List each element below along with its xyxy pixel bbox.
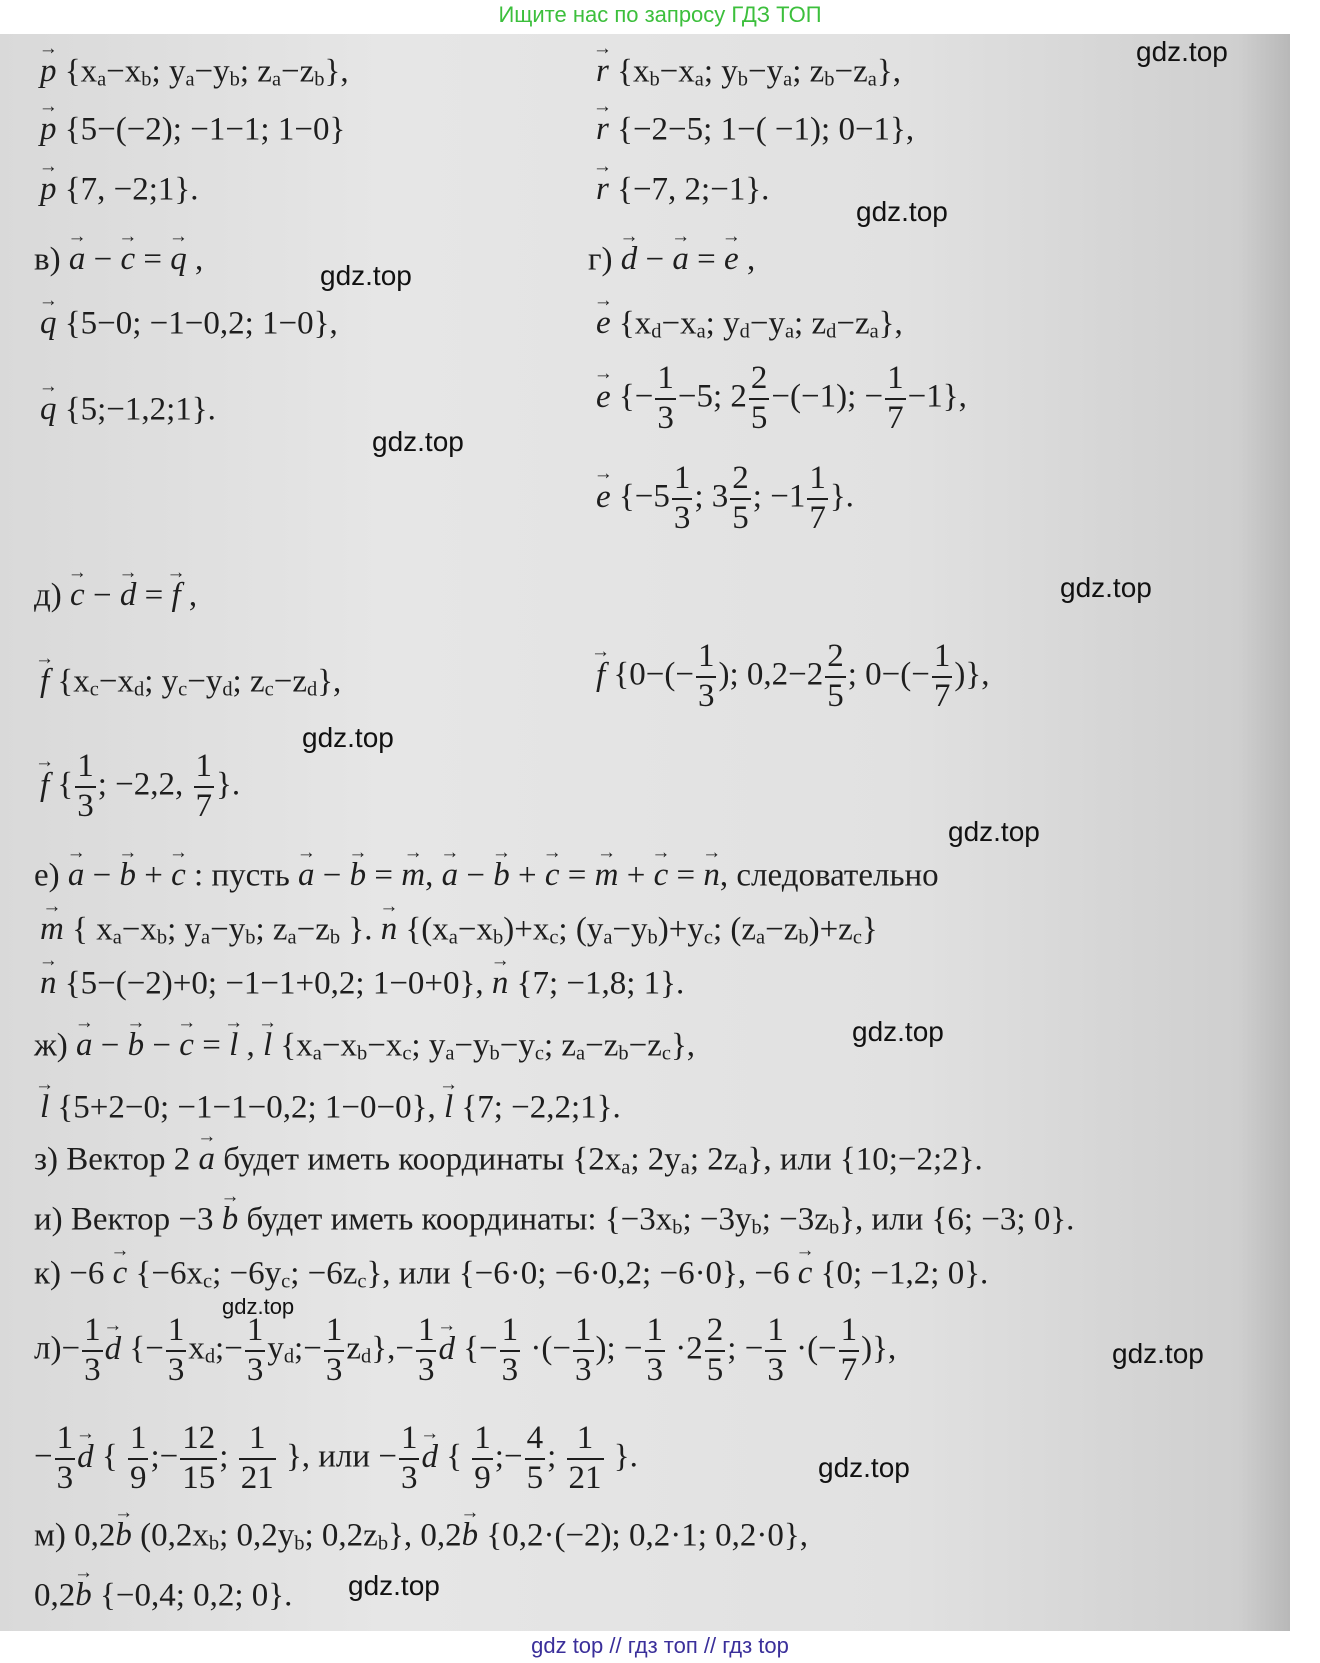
line-v-header: в) → a − → c = → q ,	[34, 236, 203, 279]
line-m-result: 0,2→ b {−0,4; 0,2; 0}.	[34, 1572, 292, 1615]
line-l-subst: л)− $\frac{1}{3}$ → d {− $\frac{1}{3}$ $x_d;-$ $\frac{1}{3}$ $y_d;-$ $\frac{1}{3}$ $z_d\},-$ $\frac{1}{3}$ → d {− $\frac{1}{3}$ ·(− $\frac{1}{3}$ ); − $\frac{1}{3}$ ·2 $\frac{2}{5}$ ; − $\frac{1}{3}$ ·(− $\frac{1}{7}$ )},	[34, 1312, 896, 1390]
line-f-formula: → f {$x_c-x_d$; $y_c-y_d$; $z_c-z_d$},	[40, 658, 341, 701]
line-f-result: → f { $\frac{1}{3}$ ; −2,2, $\frac{1}{7}$ }.	[40, 748, 240, 826]
watermark: gdz.top	[1112, 1338, 1204, 1369]
line-p-result: → p {7, −2;1}.	[40, 166, 198, 209]
watermark: gdz.top	[372, 426, 464, 457]
watermark: gdz.top	[320, 260, 412, 291]
line-e-subst: → e {− $\frac{1}{3}$ −5; 2 $\frac{2}{5}$ −(−1); − $\frac{1}{7}$ −1},	[596, 360, 967, 438]
watermark: gdz.top	[222, 1294, 295, 1319]
line-g-header: г) → d − → a = → e ,	[588, 236, 755, 279]
watermark: gdz.top	[348, 1570, 440, 1601]
line-n-result: → n {5−(−2)+0; −1−1+0,2; 1−0+0}, → n {7; −1,8; 1}.	[40, 960, 684, 1003]
page-edge	[1290, 34, 1320, 1631]
line-l-result: → l {5+2−0; −1−1−0,2; 1−0−0}, → l {7; −2,2;1}.	[40, 1084, 621, 1127]
watermark: gdz.top	[856, 196, 948, 227]
line-q-subst: → q {5−0; −1−0,2; 1−0},	[40, 300, 338, 343]
line-m-n: → m { $x_a-x_b$; $y_a-y_b$; $z_a-z_b$ }. → n {$(x_a-x_b)+x_c$; $(y_a-y_b)+y_c$; $(z_a-z_b)+z_c$}	[40, 906, 878, 949]
line-r-result: → r {−7, 2;−1}.	[596, 166, 769, 209]
line-z: з) Вектор 2 → a будет иметь координаты {$2x_a$; $2y_a$; $2z_a$}, или {10;−2;2}.	[34, 1136, 983, 1179]
line-e-result: → e {−5 $\frac{1}{3}$ ; 3 $\frac{2}{5}$ ; −1 $\frac{1}{7}$ }.	[596, 460, 854, 538]
watermark: gdz.top	[1136, 36, 1228, 67]
line-p-formula: → p {$x_a-x_b$; $y_a-y_b$; $z_a-z_b$},	[40, 48, 349, 91]
watermark: gdz.top	[852, 1016, 944, 1047]
line-p-subst: → p {5−(−2); −1−1; 1−0}	[40, 106, 345, 149]
watermark: gdz.top	[1060, 572, 1152, 603]
promo-banner[interactable]: Ищите нас по запросу ГДЗ ТОП	[498, 2, 822, 27]
line-k: к) −6 → c {$-6x_c$; $-6y_c$; $-6z_c$}, или {−6·0; −6·0,2; −6·0}, −6 → c {0; −1,2; 0}.	[34, 1250, 988, 1293]
watermark: gdz.top	[818, 1452, 910, 1483]
line-zh-header: ж) → a − → b − → c = → l , → l {$x_a-x_b-x_c$; $y_a-y_b-y_c$; $z_a-z_b-z_c$},	[34, 1022, 695, 1065]
line-e-header: е) → a − → b + → c : пусть → a − → b = → m, → a − → b + → c = → m + → c = → n, следовательно	[34, 852, 939, 895]
line-r-subst: → r {−2−5; 1−( −1); 0−1},	[596, 106, 914, 149]
line-l-result: − $\frac{1}{3}$ → d { $\frac{1}{9}$ ;− $\frac{12}{15}$ ; $\frac{1}{21}$ }, или − $\frac{1}{3}$ → d { $\frac{1}{9}$ ;− $\frac{4}{5}$ ; $\frac{1}{21}$ }.	[34, 1420, 638, 1498]
watermark: gdz.top	[302, 722, 394, 753]
line-r-formula: → r {$x_b-x_a$; $y_b-y_a$; $z_b-z_a$},	[596, 48, 901, 91]
line-i: и) Вектор −3 → b будет иметь координаты: {$-3x_b$; $-3y_b$; $-3z_b$}, или {6; −3; 0}.	[34, 1196, 1074, 1239]
watermark: gdz.top	[948, 816, 1040, 847]
line-m-subst: м) 0,2→ b ($0,2x_b$; $0,2y_b$; $0,2z_b$}, 0,2→ b {0,2·(−2); 0,2·1; 0,2·0},	[34, 1512, 808, 1555]
line-f-subst: → f {0−(− $\frac{1}{3}$ ); 0,2−2 $\frac{2}{5}$ ; 0−(− $\frac{1}{7}$ )},	[596, 638, 990, 716]
line-d-header: д) → c − → d = → f ,	[34, 572, 197, 615]
footer-links[interactable]: gdz top // гдз топ // гдз top	[531, 1633, 789, 1658]
line-e-formula: → e {$x_d-x_a$; $y_d-y_a$; $z_d-z_a$},	[596, 300, 903, 343]
line-q-result: → q {5;−1,2;1}.	[40, 386, 216, 429]
